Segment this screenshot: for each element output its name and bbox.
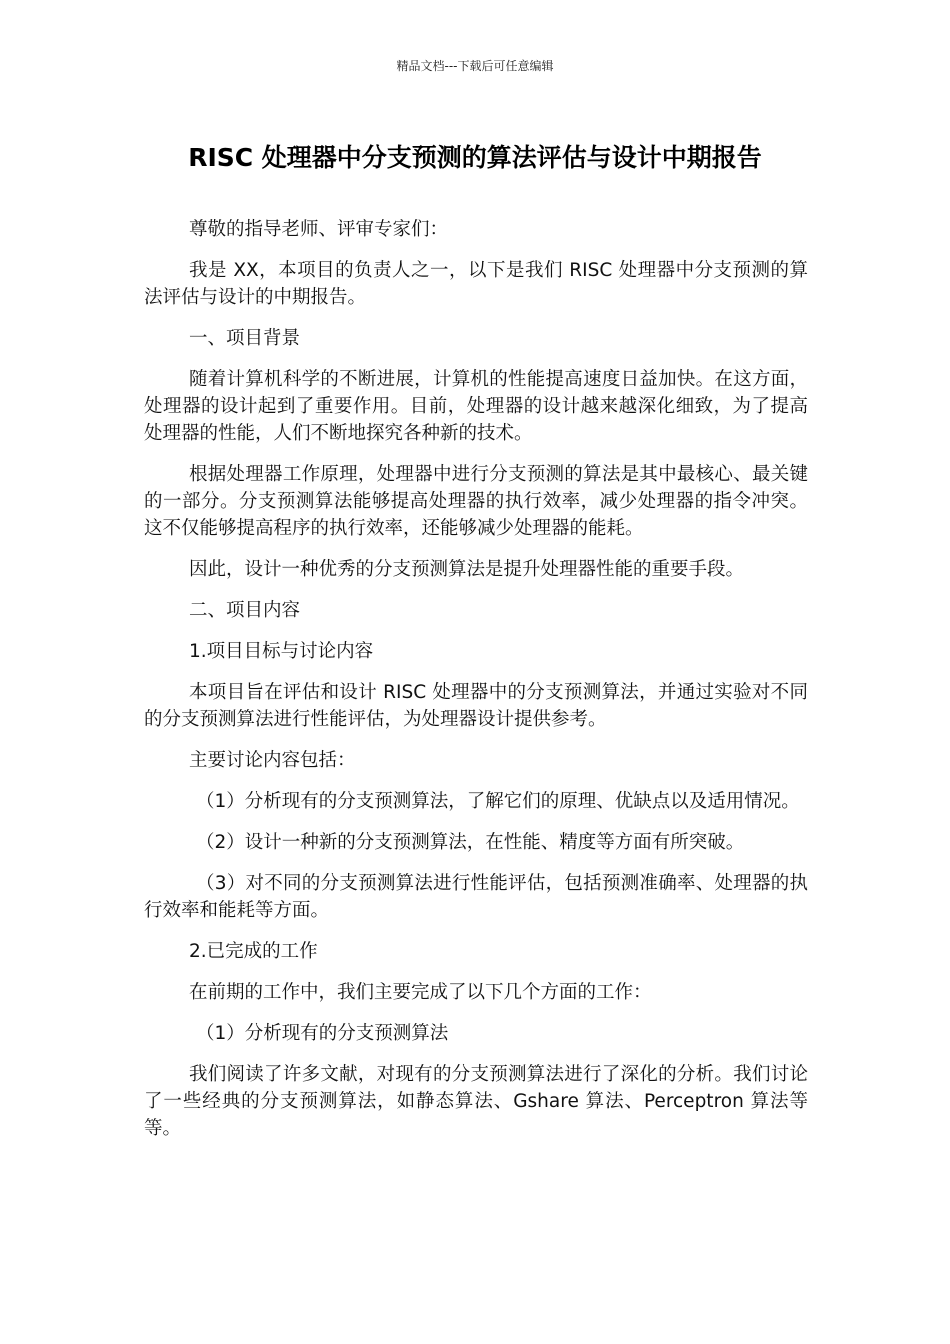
subheading-completed-work: 2.已完成的工作 (189, 941, 318, 962)
discussion-item-2: （2）设计一种新的分支预测算法，在性能、精度等方面有所突破。 (196, 832, 745, 853)
background-paragraph-1: 随着计算机科学的不断进展，计算机的性能提高速度日益加快。在这方面，处理器的设计起到了重要作用。目前，处理器的设计越来越深化细致，为了提高处理器的性能，人们不断地探究各种新的技术。 (144, 369, 808, 444)
completed-item-1-detail: 我们阅读了许多文献，对现有的分支预测算法进行了深化的分析。我们讨论了一些经典的分支预测算法，如静态算法、Gshare 算法、Perceptron 算法等等。 (144, 1064, 808, 1139)
section-heading-content: 二、项目内容 (189, 600, 301, 621)
section-heading-background: 一、项目背景 (189, 328, 301, 349)
document-body (144, 216, 808, 1156)
intro-paragraph: 我是 XX，本项目的负责人之一，以下是我们 RISC 处理器中分支预测的算法评估与设计的中期报告。 (144, 260, 808, 308)
completed-item-1: （1）分析现有的分支预测算法 (196, 1023, 449, 1044)
page-header-note: 精品文档---下载后可任意编辑 (396, 59, 554, 73)
salutation: 尊敬的指导老师、评审专家们： (189, 219, 449, 240)
subheading-goals: 1.项目目标与讨论内容 (189, 641, 374, 662)
discussion-item-1: （1）分析现有的分支预测算法，了解它们的原理、优缺点以及适用情况。 (196, 791, 800, 812)
background-paragraph-2: 根据处理器工作原理，处理器中进行分支预测的算法是其中最核心、最关键的一部分。分支预测算法能够提高处理器的执行效率，减少处理器的指令冲突。这不仅能够提高程序的执行效率，还能够减少处理器的能耗。 (144, 464, 808, 539)
discussion-item-3: （3）对不同的分支预测算法进行性能评估，包括预测准确率、处理器的执行效率和能耗等方面。 (144, 873, 808, 921)
discussion-intro: 主要讨论内容包括： (189, 750, 356, 771)
background-paragraph-3: 因此，设计一种优秀的分支预测算法是提升处理器性能的重要手段。 (189, 559, 745, 580)
document-title: RISC 处理器中分支预测的算法评估与设计中期报告 (188, 143, 762, 172)
completed-work-intro: 在前期的工作中，我们主要完成了以下几个方面的工作： (189, 982, 652, 1003)
goals-paragraph: 本项目旨在评估和设计 RISC 处理器中的分支预测算法，并通过实验对不同的分支预测算法进行性能评估，为处理器设计提供参考。 (144, 682, 808, 730)
